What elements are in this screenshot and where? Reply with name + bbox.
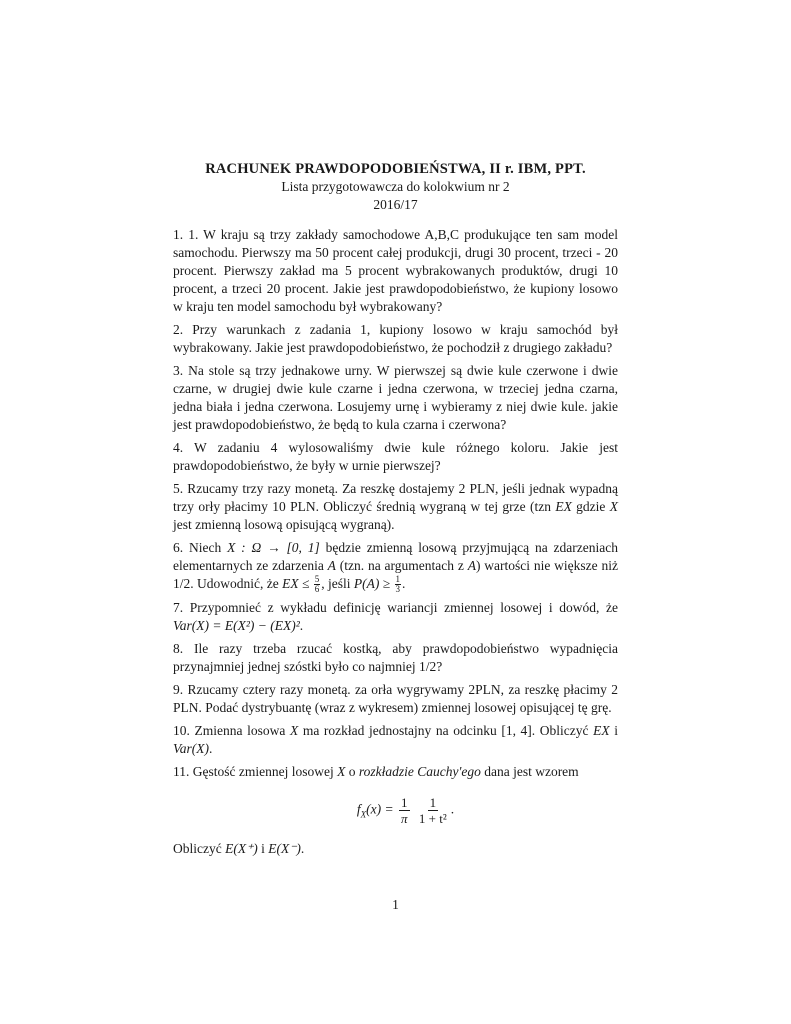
problem-5-ex: EX xyxy=(555,499,572,514)
cauchy-density-formula xyxy=(193,795,618,826)
problem-6-pa: P(A) ≥ xyxy=(353,576,394,591)
problem-10-text-a: 10. Zmienna losowa xyxy=(173,723,290,739)
problem-5-text-c: jest zmienną losową opisującą wygraną). xyxy=(173,517,395,532)
document-subtitle: Lista przygotowawcza do kolokwium nr 2 xyxy=(281,179,510,194)
problem-3: 3. Na stole są trzy jednakowe urny. W pierwszej są dwie kule czerwone i dwie czarne, w drugiej dwie kule czarne i jedna czerwona, w trzeciej jedna czarna, jedna biała i jedna czerwona. Losujemy urnę i wybieramy z niej dwie kule. jakie jest prawdopodobieństwo, że będą to kula czarna i czerwona? xyxy=(173,363,618,432)
problem-11 xyxy=(173,763,618,781)
academic-year: 2016/17 xyxy=(373,197,418,212)
problem-2: 2. Przy warunkach z zadania 1, kupiony losowo w kraju samochód był wybrakowany. Jakie jest prawdopodobieństwo, że pochodził z drugiego zakładu? xyxy=(173,322,618,355)
fraction-one-third: $\frac{1}{3}$ xyxy=(395,574,401,595)
problem-5-text-a: 5. Rzucamy trzy razy monetą. Za reszkę dostajemy 2 PLN, jeśli jednak wypadną trzy orły płacimy 10 PLN. Obliczyć średnią wygraną w tej grze (tzn xyxy=(173,481,618,514)
problem-10-text-c: i xyxy=(609,723,618,739)
problem-6-event-a: A xyxy=(327,558,336,573)
problem-11-task xyxy=(173,840,618,858)
problem-8: 8. Ile razy trzeba rzucać kostką, aby prawdopodobieństwo wypadnięcia przynajmniej jednej szóstki było co najmniej 1/2? xyxy=(173,641,618,675)
fraction-one-over-one-plus-t-squared: $\frac{1}{\text{1 + t²}}$ xyxy=(418,795,447,827)
problem-10-text-d: . xyxy=(209,741,213,757)
document-title: RACHUNEK PRAWDOPODOBIEŃSTWA, II r. IBM, PPT. xyxy=(205,161,586,177)
problem-6-text-c: (tzn. na argumentach z xyxy=(335,558,468,573)
problem-list xyxy=(173,226,618,863)
density-symbol: f xyxy=(356,802,361,817)
problem-10 xyxy=(173,722,618,758)
problem-11-text-a: 11. Gęstość zmiennej losowej xyxy=(173,764,338,780)
problem-6-text-a: 6. Niech xyxy=(173,540,228,555)
problem-6 xyxy=(173,539,618,594)
variance-formula: Var(X) = E(X²) − (EX)² xyxy=(173,618,300,634)
expectation-negative-part: E(X⁻) xyxy=(268,841,301,857)
problem-7 xyxy=(173,599,618,635)
problem-7-text-a: 7. Przypomnieć z wykładu definicję wariancji zmiennej losowej i dowód, że xyxy=(173,600,618,616)
formula-period: . xyxy=(450,802,455,817)
problem-10-ex: EX xyxy=(593,723,610,739)
problem-10-text-b: ma rozkład jednostajny na odcinku [1, 4]. Obliczyć xyxy=(298,723,594,739)
document-header xyxy=(0,160,791,214)
problem-4: 4. W zadaniu 4 wylosowaliśmy dwie kule różnego koloru. Jakie jest prawdopodobieństwo, że były w urnie pierwszej? xyxy=(173,440,618,473)
problem-11-tail-b: i xyxy=(257,841,269,857)
problem-5-text-b: gdzie xyxy=(571,499,610,514)
problem-10-x: X xyxy=(289,723,299,739)
fraction-one-over-pi: $\frac{1}{\pi}$ xyxy=(401,795,408,827)
problem-6-map: X : Ω → [0, 1] xyxy=(227,540,320,555)
problem-6-text-e: , jeśli xyxy=(321,576,354,591)
problem-6-text-b: będzie zmienną losową przyjmującą na zdarzeniach elementarnych ze zdarzenia xyxy=(173,540,618,573)
density-argument: (x) = xyxy=(366,802,397,817)
problem-5 xyxy=(173,480,618,534)
problem-11-x: X xyxy=(337,764,346,780)
problem-10-var: Var(X) xyxy=(173,741,209,757)
problem-6-ex: EX ≤ xyxy=(282,576,313,591)
problem-5-x: X xyxy=(609,499,618,514)
expectation-positive-part: E(X⁺) xyxy=(225,841,258,857)
problem-6-text-d: ) wartości nie większe niż 1/2. Udowodnić, że xyxy=(173,558,618,591)
density-subscript: X xyxy=(360,809,367,820)
problem-11-tail-c: . xyxy=(300,841,305,857)
problem-11-text-c: dana jest wzorem xyxy=(480,764,579,780)
problem-6-event-a2: A xyxy=(467,558,476,573)
problem-9: 9. Rzucamy cztery razy monetą. za orła wygrywamy 2PLN, za reszkę płacimy 2 PLN. Podać dystrybuantę (wraz z wykresem) zmiennej losowej opisującej tę grę. xyxy=(173,682,618,716)
cauchy-distribution-term: rozkładzie Cauchy'ego xyxy=(358,764,481,780)
problem-7-text-b: . xyxy=(299,618,304,634)
problem-11-text-b: o xyxy=(345,764,359,780)
problem-6-text-g: . xyxy=(402,576,406,591)
fraction-five-sixths: $\frac{5}{6}$ xyxy=(314,574,320,595)
page-number: 1 xyxy=(392,897,399,912)
problem-11-tail-a: Obliczyć xyxy=(173,841,226,857)
problem-1: 1. 1. W kraju są trzy zakłady samochodowe A,B,C produkujące ten sam model samochodu. Pierwszy ma 50 procent całej produkcji, drugi 30 procent, trzeci - 20 procent. Pierwszy zakład ma 5 procent wybrakowanych produktów, drugi 10 procent, a trzeci 20 procent. Jakie jest prawdopodobieństwo, że kupiony losowo w kraju ten model samochodu był wybrakowany? xyxy=(173,227,618,314)
